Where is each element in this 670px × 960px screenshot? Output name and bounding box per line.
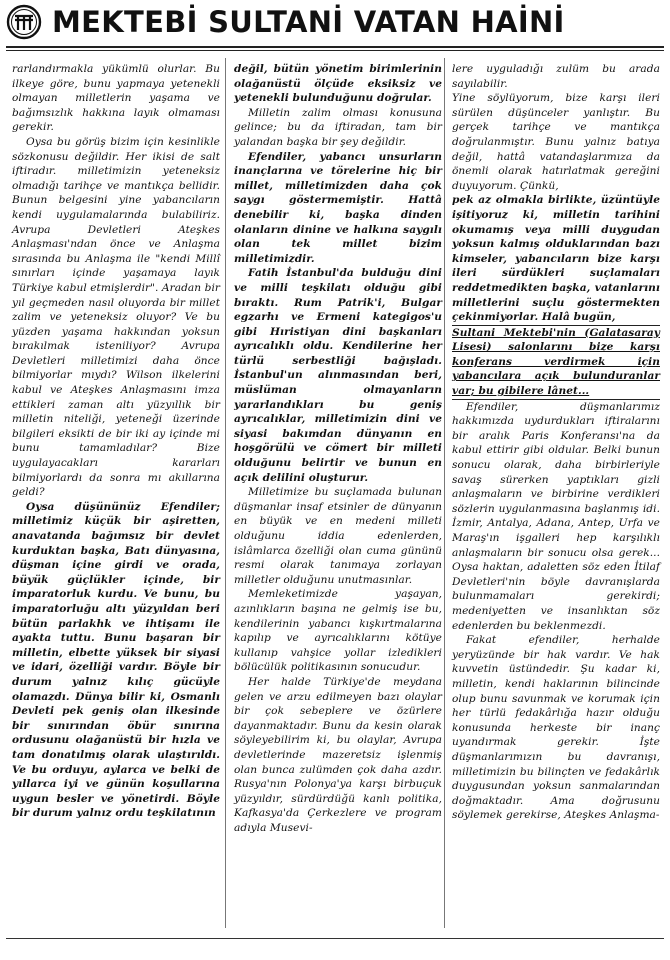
underlined-quote: Sultani Mektebi'nin (Galatasaray Lisesi) salonlarını bize karşı konferans verdirmek için yabancılara açık bulunduranlar var; bu gibilere lânet... — [452, 325, 660, 400]
paragraph: Efendiler, yabancı unsurların inançlarına ve törelerine hiç bir millet, milletimizden daha çok saygı göstermemiştir. Hattâ denebilir ki, başka dinden olanların dinine ve halkına saygılı olan tek millet bizim milletimizdir. — [234, 150, 442, 265]
ttt-emblem-icon — [6, 4, 42, 40]
paragraph: lere uyguladığı zulüm bu arada sayılabilir. — [452, 63, 660, 90]
header-rule — [6, 46, 664, 48]
text-column-1 — [12, 62, 220, 821]
paragraph: Fakat efendiler, herhalde yeryüzünde bir hak vardır. Ve hak kuvvetin üstündedir. Şu kadar ki, milletin, kendi haklarının bilincinde olup bunu savunmak ve korumak için her türlü fedakârlığa hazır olduğu konusunda herkeste bir inanç uyandırmak gerekir. İşte düşmanlarımızın bu davranışı, milletimizin bu bilinçten ve fedakârlık duygusundan yoksun sanmalarından doğmaktadır. Ama doğrusunu söylemek gerekirse, Ateşkes Anlaşma- — [452, 634, 660, 822]
column-divider — [225, 58, 226, 928]
paragraph: Memleketimizde yaşayan, azınlıkların başına ne gelmiş ise bu, kendilerinin yabancı kışkırtmalarına kapılıp ve ayrıcalıklarını kötüye kullanıp vahşice yollar izledikleri bölücülük politikasının sonucudur. — [234, 588, 442, 674]
paragraph: Efendiler, düşmanlarımız hakkımızda uydurdukları iftiralarını bir aralık Paris Konferansı'na da kabul ettirir gibi oldular. Belki bunun sonucu olarak, daha birbirleriyle savaş sürerken yaptıkları gizli anlaşmaların ve birbirine verdikleri sözlerin uygulanmasına başlanmış idi. İzmir, Antalya, Adana, Antep, Urfa ve Maraş'ın işgalleri hep karşılıklı anlaşmaların bir sonucu olsa gerek... Oysa haktan, adaletten söz eden İtilaf Devletleri'nin böyle davranışlarda bulunmamaları gerekirdi; medeniyetten ve insanlıktan söz edenlerden bu beklenmezdi. — [452, 400, 660, 632]
paragraph: rarlandırmakla yükümlü olurlar. Bu ilkeye göre, bunu yapmaya yetenekli olmayan milletlerin yaşama ve bağımsızlık hakkına layık olmaması gerekir. — [12, 63, 220, 134]
masthead — [0, 0, 670, 44]
footer-rule — [6, 938, 664, 939]
header-rule-thin — [6, 50, 664, 51]
paragraph: Oysa düşününüz Efendiler; milletimiz küçük bir aşiretten, anavatanda bağımsız bir devlet kurduktan başka, Batı dünyasına, düşman içine girdi ve orada, büyük güçlükler içinde, bir imparatorluk kurdu. Ve bunu, bu imparatorluğu altı yüzyıldan beri bütün parlakhk ve ihtişamı ile ayakta tuttu. Bunu başaran bir milletin, elbette yüksek bir siyasi ve idari, özelliği vardır. Böyle bir durum yalnız kılıç gücüyle olamazdı. Dünya bilir ki, Osmanlı Devleti pek geniş olan ilkesinde bir sınırından öbür sınırına ordusunu olağanüstü bir hızla ve tam donatılmış olarak ulaştırıldı. Ve bu orduyu, aylarca ve belki de yıllarca iyi ve günün koşullarına uygun besler ve yönetirdi. Böyle bir durum yalnız ordu teşkilatının — [12, 500, 220, 820]
paragraph: Milletimize bu suçlamada bulunan düşmanlar insaf etsinler de dünyanın en büyük ve en medeni milleti olduğunu iddia edenlerden, islâmlarca özelliği olan cuma gününü resmi olarak tanımaya zorlayan milletler olduğunu unutmasınlar. — [234, 486, 442, 586]
paragraph: Fatih İstanbul'da bulduğu dini ve milli teşkilatı olduğu gibi bıraktı. Rum Patrik'i, Bulgar egzarhı ve Ermeni kategigos'u gibi Hıristiyan dini başkanları ayrıcalıklı oldu. Kendilerine her türlü serbestliği bağışladı. İstanbul'un alınmasından beri, müslüman olmayanların yararlandıkları bu geniş ayrıcalıklar, milletimizin dini ve siyasi bakımdan dünyanın en hoşgörülü ve cömert bir milleti olduğunu belirtir ve bunun en açık delilini oluşturur. — [234, 267, 442, 484]
page-title: MEKTEBİ SULTANİ VATAN HAİNİ — [52, 5, 565, 39]
column-divider — [444, 58, 445, 928]
paragraph: Her halde Türkiye'de meydana gelen ve arzu edilmeyen bazı olaylar bir çok sebeplere ve özürlere dayanmaktadır. Bunu da kesin olarak söyleyebilirim ki, bu olaylar, Avrupa devletlerinde mazeretsiz işlenmiş olan bunca zulümden çok daha azdır. Rusya'nın Polonya'ya karşı birbuçuk yüzyıldır, sürdürdüğü kanlı politika, Kafkasya'da Çerkezlere ve program adıyla Musevi- — [234, 675, 442, 834]
text-column-2 — [234, 62, 442, 835]
text-column-3 — [452, 62, 660, 823]
highlighted-paragraph: pek az olmakla birlikte, üzüntüyle işitiyoruz ki, milletin tarihini okumamış veya milli duygudan yoksun kalmış olduklarından bazı kimseler, yabancıların bize karşı ileri sürdükleri suçlamaları reddetmedikten başka, vatanlarını milletlerini suçlu göstermekten çekinmiyorlar. Halâ bugün, — [452, 194, 660, 324]
paragraph: Yine söylüyorum, bize karşı ileri sürülen düşünceler yanlıştır. Bu gerçek tarihçe ve mantıkça doğrulanmıştır. Bunu yalnız batıya değil, hattâ vatandaşlarımıza da önemli olarak hatırlatmak gereğini duyuyorum. Çünkü, — [452, 92, 660, 192]
paragraph: değil, bütün yönetim birimlerinin olağanüstü ölçüde eksiksiz ve yetenekli bulunduğunu doğrular. — [234, 63, 442, 105]
paragraph: Milletin zalim olması konusuna gelince; bu da iftiradan, tam bir yalandan başka bir şey değildir. — [234, 106, 442, 148]
paragraph: Oysa bu görüş bizim için kesinlikle sözkonusu değildir. Her ikisi de salt iftiradır. milletimizin yeteneksiz olmadığı tarihçe ve mantıkça bellidir. Bunun belgesini yine yabancıların kendi uygulamalarında bulabiliriz. Avrupa Devletleri Ateşkes Anlaşması'ndan önce ve Anlaşma sırasında bu Anlaşma ile "kendi Millî sınırları içinde yaşamaya layık Türkiye kabul etmişlerdir". Aradan bir yıl geçmeden nasıl oluyorda bir millet zalim ve yeteneksiz oluyor? Ve bu yüzden yaşama hakkından yoksun bırakılmak isteniliyor? Avrupa Devletleri milletimizi daha önce bilmiyorlar mıydı? Wilson ilkelerini kabul ve Ateşkes Anlaşmasını imza ettikleri zaman altı yüzyıllık bir milletin niteliği, yeteneği üzerinde bilgileri eksikti de bir iki ay içinde mi bunu tamamladılar? Bize uygulayacakları kararları bilmiyorlardı da sonra mı akıllarına geldi? — [12, 135, 220, 499]
